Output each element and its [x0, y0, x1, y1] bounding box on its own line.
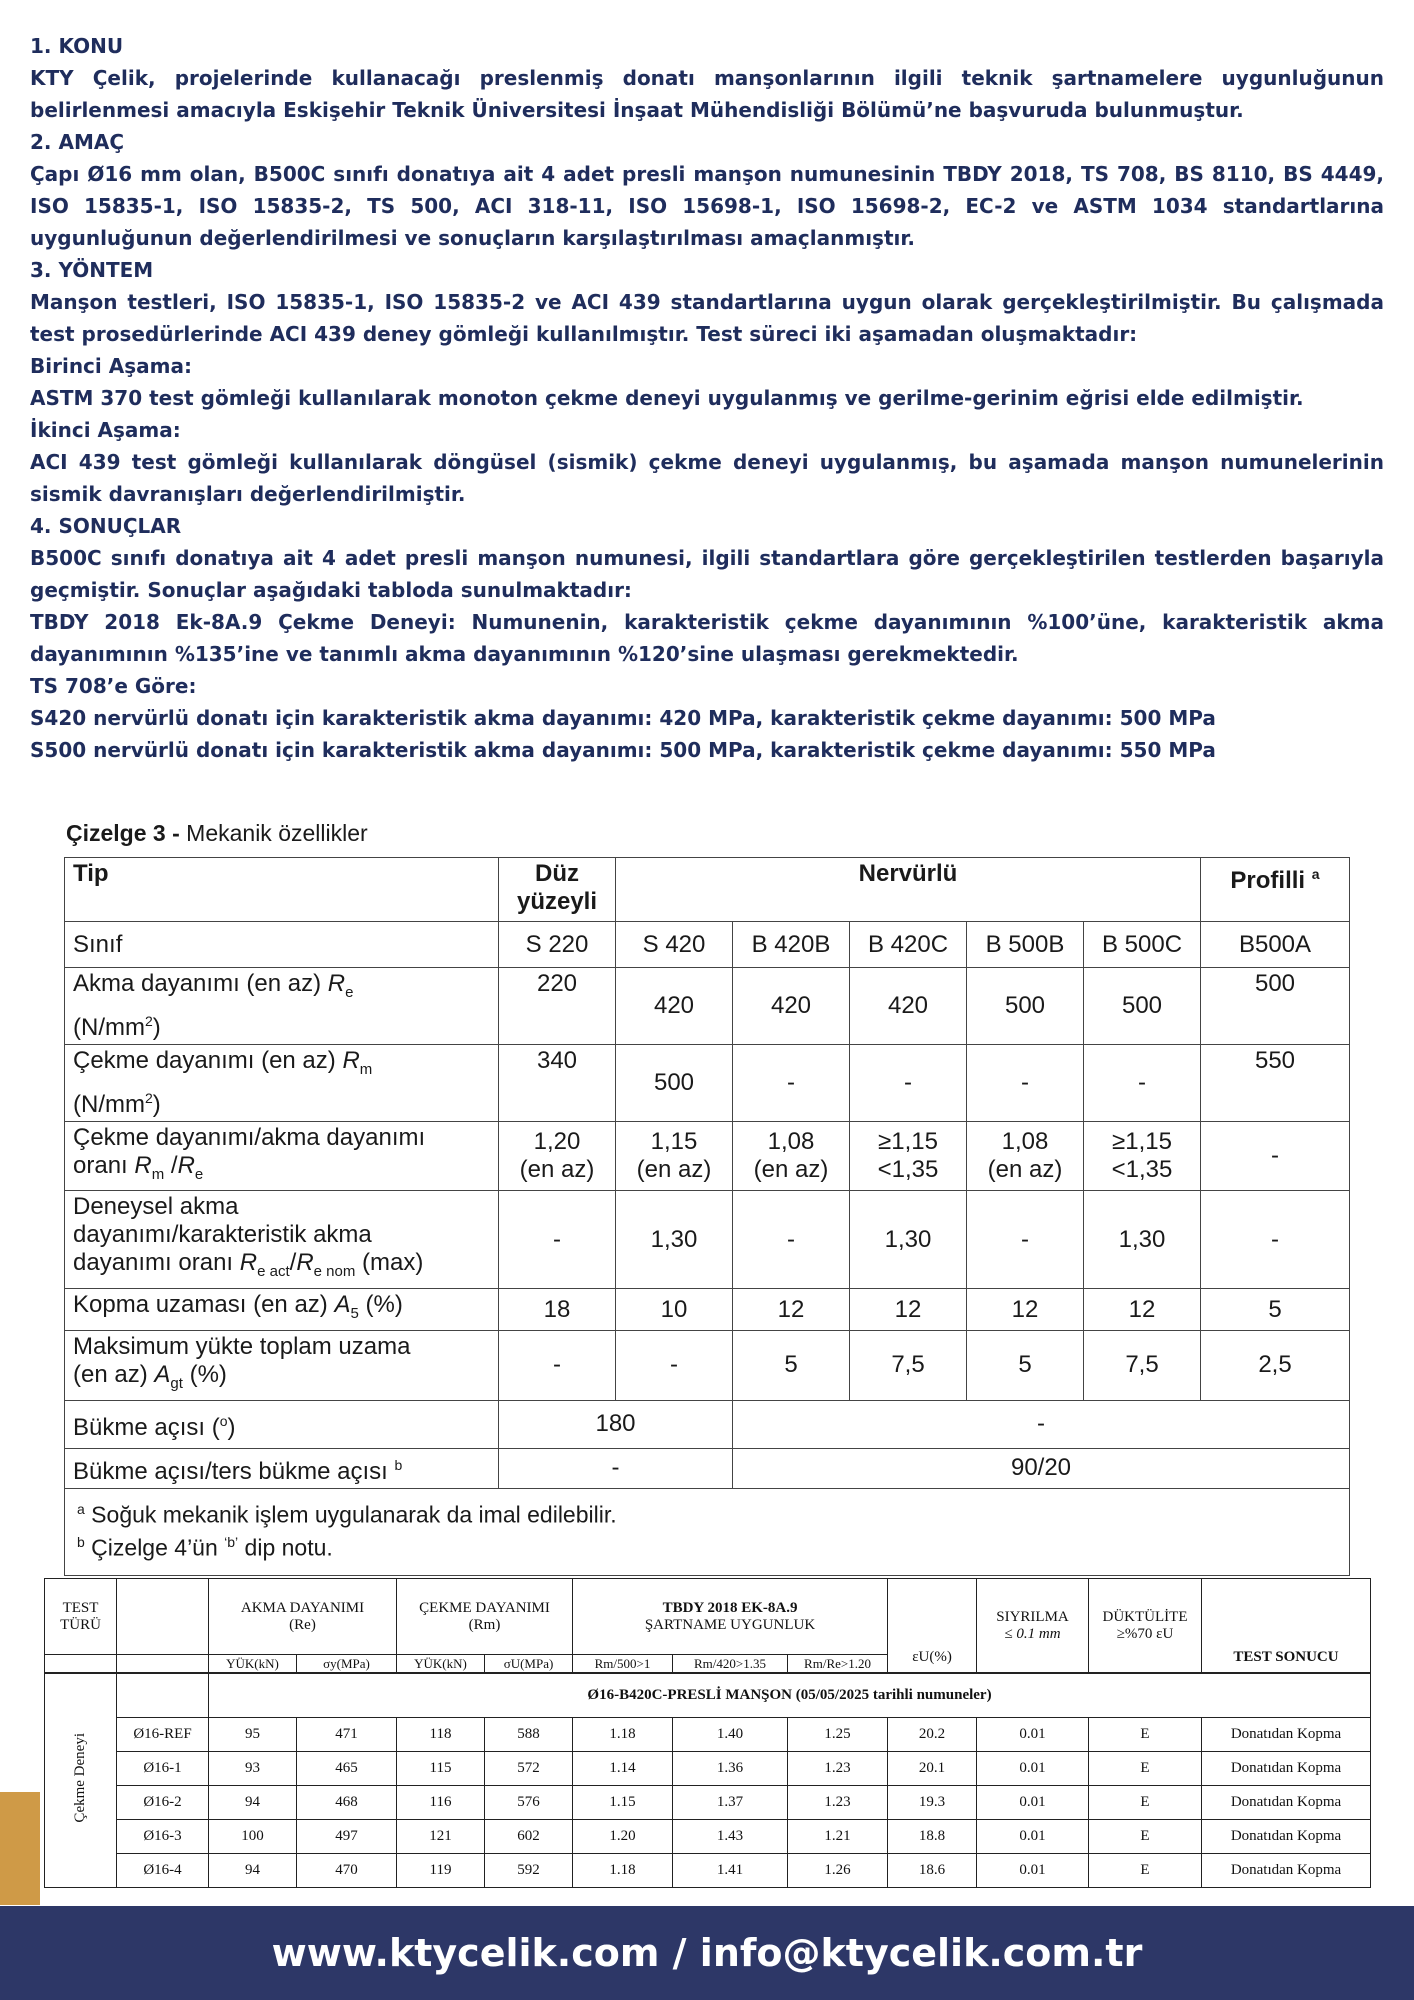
cell-sinif: B 420B [733, 922, 850, 968]
footer-bar [0, 1906, 1414, 2000]
header-akma-label: AKMA DAYANIMI [240, 1599, 365, 1616]
header-profilli-sup: a [1311, 866, 1320, 882]
cell: 572 [485, 1751, 573, 1785]
section-paragraph: S420 nervürlü donatı için karakteristik akma dayanımı: 420 MPa, karakteristik çekme dayanımı: 500 MPa [30, 706, 1216, 730]
cell: 1.37 [673, 1785, 788, 1819]
oran-value: ≥1,15 [1112, 1127, 1172, 1155]
header-siyrilma-sub: ≤ 0.1 mm [1004, 1625, 1061, 1642]
cell-maks: 7,5 [1084, 1330, 1201, 1400]
cell-oran [850, 1121, 967, 1191]
oran-rm-symbol: R [134, 1151, 152, 1179]
cell: 121 [397, 1819, 485, 1853]
cell: 1.14 [573, 1751, 673, 1785]
kopma-symbol: A [334, 1291, 351, 1319]
cell: E [1089, 1785, 1202, 1819]
cell: 471 [297, 1717, 397, 1751]
table3-row-akma [65, 968, 1350, 1045]
header-duktulite-sub: ≥%70 εU [1116, 1625, 1174, 1642]
row-label-bukme-ters [65, 1448, 499, 1488]
cell-sinif: S 420 [616, 922, 733, 968]
cell: 118 [397, 1717, 485, 1751]
subheader-akma-yuk: YÜK(kN) [209, 1655, 297, 1674]
table-row [45, 1853, 1371, 1887]
oran-re-symbol: R [177, 1151, 195, 1179]
section-heading: 4. SONUÇLAR [30, 514, 182, 538]
row-label-sinif: Sınıf [65, 922, 499, 968]
section-heading: 1. KONU [30, 34, 124, 58]
cell: 1.40 [673, 1717, 788, 1751]
table3-caption-title: Mekanik özellikler [179, 820, 368, 846]
test-results-table [44, 1578, 1371, 1888]
cell-deneysel: - [733, 1191, 850, 1289]
side-accent-bar [0, 1792, 40, 1905]
cell-bukme-ters: 90/20 [733, 1448, 1350, 1488]
cell: 1.23 [788, 1785, 888, 1819]
oran-note: <1,35 [877, 1155, 939, 1183]
cekme-symbol: R [342, 1046, 360, 1074]
subheader-akma-sigma: σy(MPa) [297, 1655, 397, 1674]
cell: 115 [397, 1751, 485, 1785]
cekme-symbol-sub: m [359, 1060, 373, 1078]
cell-deneysel: - [1201, 1191, 1350, 1289]
table-row [45, 1785, 1371, 1819]
cell: 93 [209, 1751, 297, 1785]
bukme-label-text: Bükme açısı ( [73, 1413, 220, 1441]
cell-kopma: 12 [967, 1289, 1084, 1331]
bukme-ters-sup: b [394, 1456, 403, 1473]
cell-oran [1084, 1121, 1201, 1191]
sample-id: Ø16-4 [117, 1853, 209, 1887]
header-nervurlu: Nervürlü [616, 858, 1201, 922]
table3-caption [66, 820, 1349, 847]
cell: Donatıdan Kopma [1202, 1751, 1371, 1785]
cell-maks: 7,5 [850, 1330, 967, 1400]
cell: 0.01 [977, 1751, 1089, 1785]
cell: 1.18 [573, 1853, 673, 1887]
cell: 470 [297, 1853, 397, 1887]
cell: 94 [209, 1785, 297, 1819]
akma-label-text: Akma dayanımı (en az) [73, 970, 328, 997]
cell: 576 [485, 1785, 573, 1819]
group-title: Ø16-B420C-PRESLİ MANŞON (05/05/2025 tarihli numuneler) [209, 1673, 1371, 1717]
oran-label-line1: Çekme dayanımı/akma dayanımı [73, 1123, 426, 1151]
maks-line1: Maksimum yükte toplam uzama [73, 1332, 411, 1360]
cell-cekme: 500 [616, 1044, 733, 1121]
maks-line2: (en az) [73, 1360, 155, 1388]
deneysel-tail: (max) [355, 1249, 424, 1277]
cell-akma: 220 [499, 968, 616, 1045]
sample-id: Ø16-2 [117, 1785, 209, 1819]
oran-rm-sub: m [151, 1165, 165, 1183]
row-label-akma [65, 968, 499, 1045]
header-tbdy-line2: ŞARTNAME UYGUNLUK [644, 1616, 816, 1633]
footer-contact: www.ktycelik.com / info@ktycelik.com.tr [271, 1931, 1143, 1975]
header-empty [117, 1579, 209, 1655]
section-paragraph: KTY Çelik, projelerinde kullanacağı preslenmiş donatı manşonlarının ilgili teknik şartnamelere uygunluğunun belirlenmesi amacıyla Eskişehir Teknik Üniversitesi İnşaat Mühendisliği Bölümü’ne başvuruda bulunmuştur. [30, 66, 1384, 122]
oran-note: (en az) [636, 1155, 712, 1183]
report-text [30, 30, 1384, 766]
oran-note: <1,35 [1111, 1155, 1173, 1183]
cell-akma: 500 [1201, 968, 1350, 1045]
cell: 0.01 [977, 1819, 1089, 1853]
cell-maks: - [616, 1330, 733, 1400]
oran-re-sub: e [194, 1165, 204, 1183]
cell-deneysel: - [967, 1191, 1084, 1289]
header-duz-yuzeyli: Düz yüzeyli [499, 858, 616, 922]
cell: Donatıdan Kopma [1202, 1785, 1371, 1819]
table3-header-row [65, 858, 1350, 922]
cell-kopma: 12 [1084, 1289, 1201, 1331]
cell-deneysel: 1,30 [1084, 1191, 1201, 1289]
cell: 1.15 [573, 1785, 673, 1819]
cell-kopma: 10 [616, 1289, 733, 1331]
cell-akma: 420 [616, 968, 733, 1045]
oran-note: (en az) [753, 1155, 829, 1183]
section-heading: 2. AMAÇ [30, 130, 125, 154]
cell-akma: 500 [967, 968, 1084, 1045]
cell: 497 [297, 1819, 397, 1853]
cell-cekme: - [850, 1044, 967, 1121]
section-heading: İkinci Aşama: [30, 418, 181, 442]
cell: 1.18 [573, 1717, 673, 1751]
side-label: Çekme Deneyi [72, 1732, 88, 1823]
cell: 20.2 [888, 1717, 977, 1751]
cell-kopma: 12 [850, 1289, 967, 1331]
cell-cekme: 340 [499, 1044, 616, 1121]
cell-cekme: - [1084, 1044, 1201, 1121]
cell: 0.01 [977, 1785, 1089, 1819]
maks-tail: (%) [182, 1360, 227, 1388]
cell: 592 [485, 1853, 573, 1887]
sample-id: Ø16-3 [117, 1819, 209, 1853]
maks-symbol: A [154, 1360, 171, 1388]
table3-row-maks [65, 1330, 1350, 1400]
cell-maks: 2,5 [1201, 1330, 1350, 1400]
oran-value: 1,15 [650, 1127, 698, 1155]
cekme-unit-close: ) [152, 1090, 161, 1118]
cell: 1.20 [573, 1819, 673, 1853]
cell-oran [616, 1121, 733, 1191]
footnote-a-text: Soğuk mekanik işlem uygulanarak da imal edilebilir. [84, 1501, 617, 1528]
cell-akma: 420 [850, 968, 967, 1045]
cell: 18.6 [888, 1853, 977, 1887]
deneysel-r2: R [296, 1249, 314, 1277]
row-label-cekme [65, 1044, 499, 1121]
row-label-kopma [65, 1289, 499, 1331]
group-empty [117, 1673, 209, 1717]
cell-maks: 5 [733, 1330, 850, 1400]
cell-kopma: 18 [499, 1289, 616, 1331]
table3-row-cekme [65, 1044, 1350, 1121]
cell: 1.43 [673, 1819, 788, 1853]
cell-akma: 500 [1084, 968, 1201, 1045]
oran-label-line2: oranı [73, 1151, 135, 1179]
footnote-a-marker: a [77, 1500, 85, 1517]
cell: 1.26 [788, 1853, 888, 1887]
cell-deneysel: 1,30 [850, 1191, 967, 1289]
table-row [45, 1717, 1371, 1751]
deneysel-line3: dayanımı oranı [73, 1249, 240, 1277]
deneysel-r2-sub: e nom [313, 1263, 356, 1281]
cell: 19.3 [888, 1785, 977, 1819]
header-cekme-sub: (Rm) [468, 1616, 501, 1633]
oran-slash: / [164, 1151, 178, 1179]
oran-value: ≥1,15 [878, 1127, 938, 1155]
cell-sinif: B 420C [850, 922, 967, 968]
subheader-rm-420: Rm/420>1.35 [673, 1655, 788, 1674]
section-paragraph: S500 nervürlü donatı için karakteristik akma dayanımı: 500 MPa, karakteristik çekme dayanımı: 550 MPa [30, 738, 1216, 762]
section-paragraph: B500C sınıfı donatıya ait 4 adet presli manşon numunesi, ilgili standartlara göre gerçekleştirilen testlerden başarıyla geçmiştir. Sonuçlar aşağıdaki tabloda sunulmaktadır: [30, 546, 1384, 602]
cell-maks: 5 [967, 1330, 1084, 1400]
section-paragraph: ASTM 370 test gömleği kullanılarak monoton çekme deneyi uygulanmış ve gerilme-gerinim eğrisi elde edilmiştir. [30, 386, 1304, 410]
header-profilli-label: Profilli [1230, 867, 1312, 894]
header-siyrilma [977, 1579, 1089, 1674]
table3-row-oran [65, 1121, 1350, 1191]
kopma-label-text: Kopma uzaması (en az) [73, 1291, 335, 1319]
bukme-ters-label-text: Bükme açısı/ters bükme açısı [73, 1457, 395, 1485]
header-eu: εU(%) [888, 1579, 977, 1674]
table3-row-bukme [65, 1400, 1350, 1448]
cell: E [1089, 1751, 1202, 1785]
footnote-b-tail: dip notu. [238, 1535, 333, 1562]
oran-note: (en az) [987, 1155, 1063, 1183]
cell-maks: - [499, 1330, 616, 1400]
cell-bukme: 180 [499, 1400, 733, 1448]
row-label-maks [65, 1330, 499, 1400]
header-cekme-label: ÇEKME DAYANIMI [419, 1599, 550, 1616]
cell: 588 [485, 1717, 573, 1751]
subheader-cekme-sigma: σU(MPa) [485, 1655, 573, 1674]
section-heading: TS 708’e Göre: [30, 674, 197, 698]
cell: 468 [297, 1785, 397, 1819]
cell: E [1089, 1819, 1202, 1853]
cell-bukme: - [733, 1400, 1350, 1448]
cell: 0.01 [977, 1717, 1089, 1751]
bukme-tail: ) [227, 1413, 236, 1441]
table3-footnote-row [65, 1488, 1350, 1575]
cell: 100 [209, 1819, 297, 1853]
cell: 95 [209, 1717, 297, 1751]
cell: 94 [209, 1853, 297, 1887]
header-duktulite-label: DÜKTÜLİTE [1102, 1608, 1188, 1625]
oran-value: 1,08 [1001, 1127, 1049, 1155]
section-paragraph: ACI 439 test gömleği kullanılarak döngüsel (sismik) çekme deneyi uygulanmış, bu aşamada manşon numunelerinin sismik davranışları değerlendirilmiştir. [30, 450, 1384, 506]
cell-oran [499, 1121, 616, 1191]
mechanical-properties-table-block [64, 820, 1349, 1576]
side-label-cell [45, 1673, 117, 1887]
cell-oran: - [1201, 1121, 1350, 1191]
row-label-bukme [65, 1400, 499, 1448]
cell-cekme: - [733, 1044, 850, 1121]
cell-cekme: - [967, 1044, 1084, 1121]
deneysel-r1-sub: e act [257, 1263, 290, 1281]
cekme-unit-sup: 2 [144, 1089, 153, 1106]
header-tbdy-line1: TBDY 2018 EK-8A.9 [662, 1599, 798, 1616]
oran-value: 1,08 [767, 1127, 815, 1155]
footnote-b-ref: ‘b’ [224, 1534, 239, 1551]
section-paragraph: Manşon testleri, ISO 15835-1, ISO 15835-2 ve ACI 439 standartlarına uygun olarak gerçekleştirilmiştir. Bu çalışmada test prosedürlerinde ACI 439 deney gömleği kullanılmıştır. Test süreci iki aşamadan oluşmaktadır: [30, 290, 1384, 346]
header-cekme [397, 1579, 573, 1655]
cell: 465 [297, 1751, 397, 1785]
section-heading: Birinci Aşama: [30, 354, 192, 378]
akma-unit-close: ) [152, 1013, 161, 1041]
header-tbdy [573, 1579, 888, 1655]
table-row [45, 1751, 1371, 1785]
subheader-rm-500: Rm/500>1 [573, 1655, 673, 1674]
cell-deneysel: - [499, 1191, 616, 1289]
test-results-table-block [44, 1578, 1370, 1888]
oran-value: 1,20 [533, 1127, 581, 1155]
cell-sinif: B500A [1201, 922, 1350, 968]
section-paragraph: Çapı Ø16 mm olan, B500C sınıfı donatıya ait 4 adet presli manşon numunesinin TBDY 2018, TS 708, BS 8110, BS 4449, ISO 15835-1, ISO 15835-2, TS 500, ACI 318-11, ISO 15698-1, ISO 15698-2, EC-2 ve ASTM 1034 standartlarına uygunluğunun değerlendirilmesi ve sonuçların karşılaştırılması amaçlanmıştır. [30, 162, 1384, 250]
cell: 1.23 [788, 1751, 888, 1785]
deneysel-line2: dayanımı/karakteristik akma [73, 1221, 372, 1249]
cell: 116 [397, 1785, 485, 1819]
row-label-deneysel [65, 1191, 499, 1289]
subheader-cekme-yuk: YÜK(kN) [397, 1655, 485, 1674]
cell-kopma: 5 [1201, 1289, 1350, 1331]
header-siyrilma-label: SIYRILMA [996, 1608, 1069, 1625]
kopma-tail: (%) [358, 1291, 403, 1319]
header-akma-sub: (Re) [289, 1616, 316, 1633]
maks-symbol-sub: gt [170, 1374, 183, 1392]
table3-caption-number: Çizelge 3 - [66, 820, 180, 846]
cell-akma: 420 [733, 968, 850, 1045]
sample-id: Ø16-REF [117, 1717, 209, 1751]
section-paragraph: TBDY 2018 Ek-8A.9 Çekme Deneyi: Numunenin, karakteristik çekme dayanımının %100’üne, karakteristik akma dayanımının %135’ine ve tanımlı akma dayanımının %120’sine ulaşması gerekmektedir. [30, 610, 1384, 666]
t2-group-row [45, 1673, 1371, 1717]
cell-kopma: 12 [733, 1289, 850, 1331]
cell: E [1089, 1853, 1202, 1887]
akma-symbol: R [327, 970, 346, 997]
cell-oran [733, 1121, 850, 1191]
cell: 0.01 [977, 1853, 1089, 1887]
subheader-rm-re: Rm/Re>1.20 [788, 1655, 888, 1674]
cell: 20.1 [888, 1751, 977, 1785]
table3-row-bukme-ters [65, 1448, 1350, 1488]
cell: 1.41 [673, 1853, 788, 1887]
table3-row-kopma [65, 1289, 1350, 1331]
oran-note: (en az) [519, 1155, 595, 1183]
deneysel-slash: / [289, 1249, 297, 1277]
akma-unit-sup: 2 [144, 1012, 153, 1029]
cell: E [1089, 1717, 1202, 1751]
cell-deneysel: 1,30 [616, 1191, 733, 1289]
cell-oran [967, 1121, 1084, 1191]
cell: Donatıdan Kopma [1202, 1717, 1371, 1751]
akma-unit: (N/mm [73, 1013, 145, 1041]
footnote-b-text: Çizelge 4’ün [84, 1535, 225, 1562]
table-row [45, 1819, 1371, 1853]
cell-bukme-ters: - [499, 1448, 733, 1488]
footnote-b-marker: b [77, 1534, 85, 1551]
cell: 602 [485, 1819, 573, 1853]
table3-row-sinif [65, 922, 1350, 968]
header-tip: Tip [65, 858, 499, 922]
header-test-sonucu: TEST SONUCU [1202, 1579, 1371, 1674]
cell: Donatıdan Kopma [1202, 1853, 1371, 1887]
cell-cekme: 550 [1201, 1044, 1350, 1121]
sample-id: Ø16-1 [117, 1751, 209, 1785]
deneysel-line1: Deneysel akma [73, 1193, 239, 1221]
t2-header-row [45, 1579, 1371, 1655]
deneysel-r1: R [239, 1249, 258, 1277]
header-akma [209, 1579, 397, 1655]
header-duktulite [1089, 1579, 1202, 1674]
cekme-label-text: Çekme dayanımı (en az) [73, 1046, 343, 1074]
cell-sinif: S 220 [499, 922, 616, 968]
cell: 1.36 [673, 1751, 788, 1785]
cell-sinif: B 500B [967, 922, 1084, 968]
cell: 119 [397, 1853, 485, 1887]
subheader-empty [45, 1655, 117, 1674]
header-test-turu: TEST TÜRÜ [45, 1579, 117, 1655]
cell: 18.8 [888, 1819, 977, 1853]
kopma-symbol-sub: 5 [350, 1304, 359, 1322]
akma-symbol-sub: e [345, 983, 354, 1001]
bukme-degree: o [219, 1412, 228, 1429]
section-heading: 3. YÖNTEM [30, 258, 154, 282]
header-profilli [1201, 858, 1350, 922]
cell: 1.25 [788, 1717, 888, 1751]
table3-footnote [65, 1488, 1350, 1575]
cell-sinif: B 500C [1084, 922, 1201, 968]
table3-row-deneysel [65, 1191, 1350, 1289]
cell: Donatıdan Kopma [1202, 1819, 1371, 1853]
row-label-oran [65, 1121, 499, 1191]
cell: 1.21 [788, 1819, 888, 1853]
mechanical-properties-table [64, 857, 1350, 1576]
subheader-empty [117, 1655, 209, 1674]
cekme-unit: (N/mm [73, 1090, 145, 1118]
